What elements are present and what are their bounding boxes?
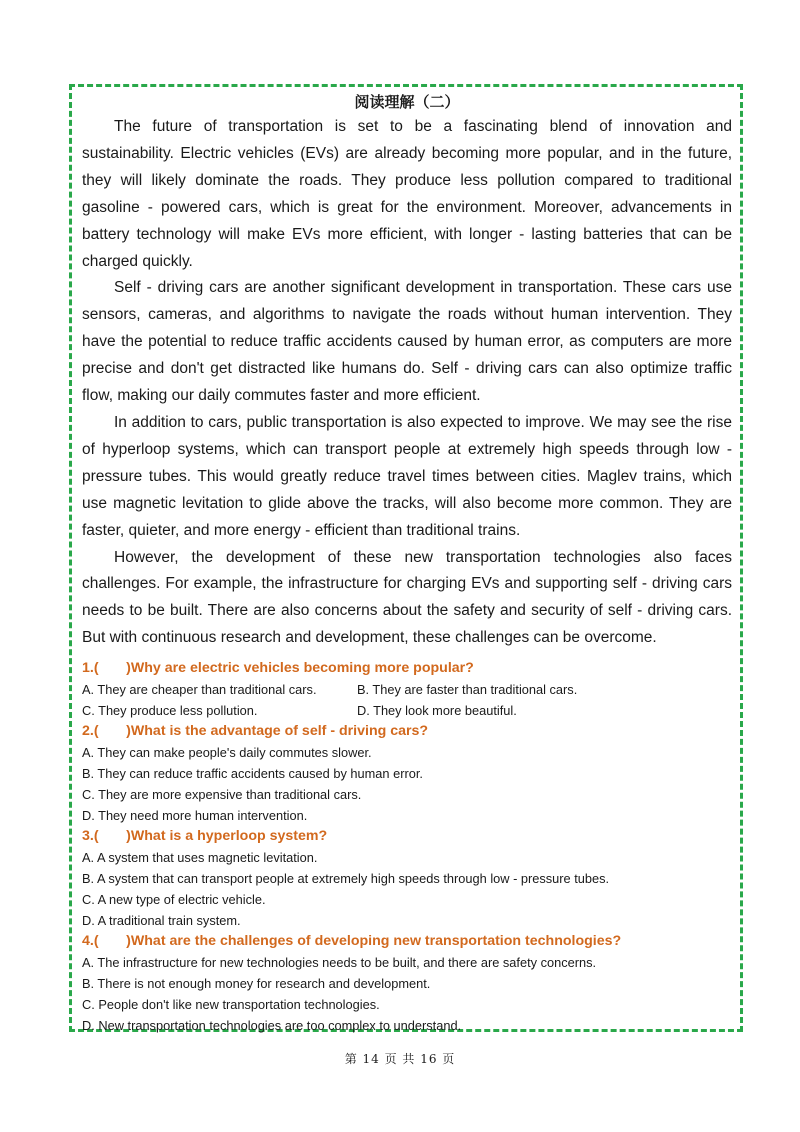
question-1-options-row-2 — [82, 700, 732, 721]
passage-title: 阅读理解（二） — [354, 93, 460, 111]
paragraph-2: Self - driving cars are another significant development in transportation. These cars use sensors, cameras, and algorithms to navigate the roads without human intervention. They have the potential to reduce traffic accidents caused by human error, as computers are more precise and don't get distracted like humans do. Self - driving cars can also optimize traffic flow, making our daily commutes faster and more efficient. — [82, 279, 732, 405]
question-1-option-b: B. They are faster than traditional cars. — [357, 682, 578, 698]
question-2-option-a: A. They can make people's daily commutes slower. — [82, 745, 372, 761]
question-3-option-d: D. A traditional train system. — [82, 913, 241, 929]
question-2: 2.( )What is the advantage of self - driving cars? — [82, 723, 429, 740]
question-1-option-d: D. They look more beautiful. — [357, 703, 517, 719]
question-3-option-c: C. A new type of electric vehicle. — [82, 892, 266, 908]
question-list — [82, 658, 732, 1036]
question-1-option-a: A. They are cheaper than traditional cars. — [82, 682, 317, 698]
question-3: 3.( )What is a hyperloop system? — [82, 828, 328, 845]
question-4: 4.( )What are the challenges of developing new transportation technologies? — [82, 933, 622, 950]
question-4-option-c: C. People don't like new transportation technologies. — [82, 997, 380, 1013]
question-1-option-c: C. They produce less pollution. — [82, 703, 258, 719]
paragraph-4: However, the development of these new transportation technologies also faces challenges. For example, the infrastructure for charging EVs and supporting self - driving cars needs to be built. There are also concerns about the safety and security of self - driving cars. But with continuous research and development, these challenges can be overcome. — [82, 548, 732, 647]
question-3-option-a: A. A system that uses magnetic levitation. — [82, 850, 318, 866]
question-3-option-b: B. A system that can transport people at extremely high speeds through low - pressure tubes. — [82, 871, 610, 887]
question-1: 1.( )Why are electric vehicles becoming more popular? — [82, 660, 474, 677]
reading-passage — [82, 90, 732, 1036]
question-1-options-row-1 — [82, 679, 732, 700]
paragraph-1: The future of transportation is set to be a fascinating blend of innovation and sustainability. Electric vehicles (EVs) are already becoming more popular, and in the future, they will likely dominate the roads. They produce less pollution compared to traditional gasoline - powered cars, which is great for the environment. Moreover, advancements in battery technology will make EVs more efficient, with longer - lasting batteries that can be charged quickly. — [82, 118, 732, 270]
question-2-option-b: B. They can reduce traffic accidents caused by human error. — [82, 766, 423, 782]
question-2-option-d: D. They need more human intervention. — [82, 808, 308, 824]
question-4-option-d: D. New transportation technologies are too complex to understand. — [82, 1018, 462, 1034]
question-4-option-b: B. There is not enough money for research and development. — [82, 976, 431, 992]
page-number-footer: 第 14 页 共 16 页 — [344, 1052, 456, 1066]
question-2-option-c: C. They are more expensive than traditional cars. — [82, 787, 362, 803]
paragraph-3: In addition to cars, public transportation is also expected to improve. We may see the rise of hyperloop systems, which can transport people at extremely high speeds through low - pressure tubes. This would greatly reduce travel times between cities. Maglev trains, which use magnetic levitation to glide above the tracks, will also become more common. They are faster, quieter, and more energy - efficient than traditional trains. — [82, 413, 732, 539]
question-4-option-a: A. The infrastructure for new technologies needs to be built, and there are safety concerns. — [82, 955, 597, 971]
